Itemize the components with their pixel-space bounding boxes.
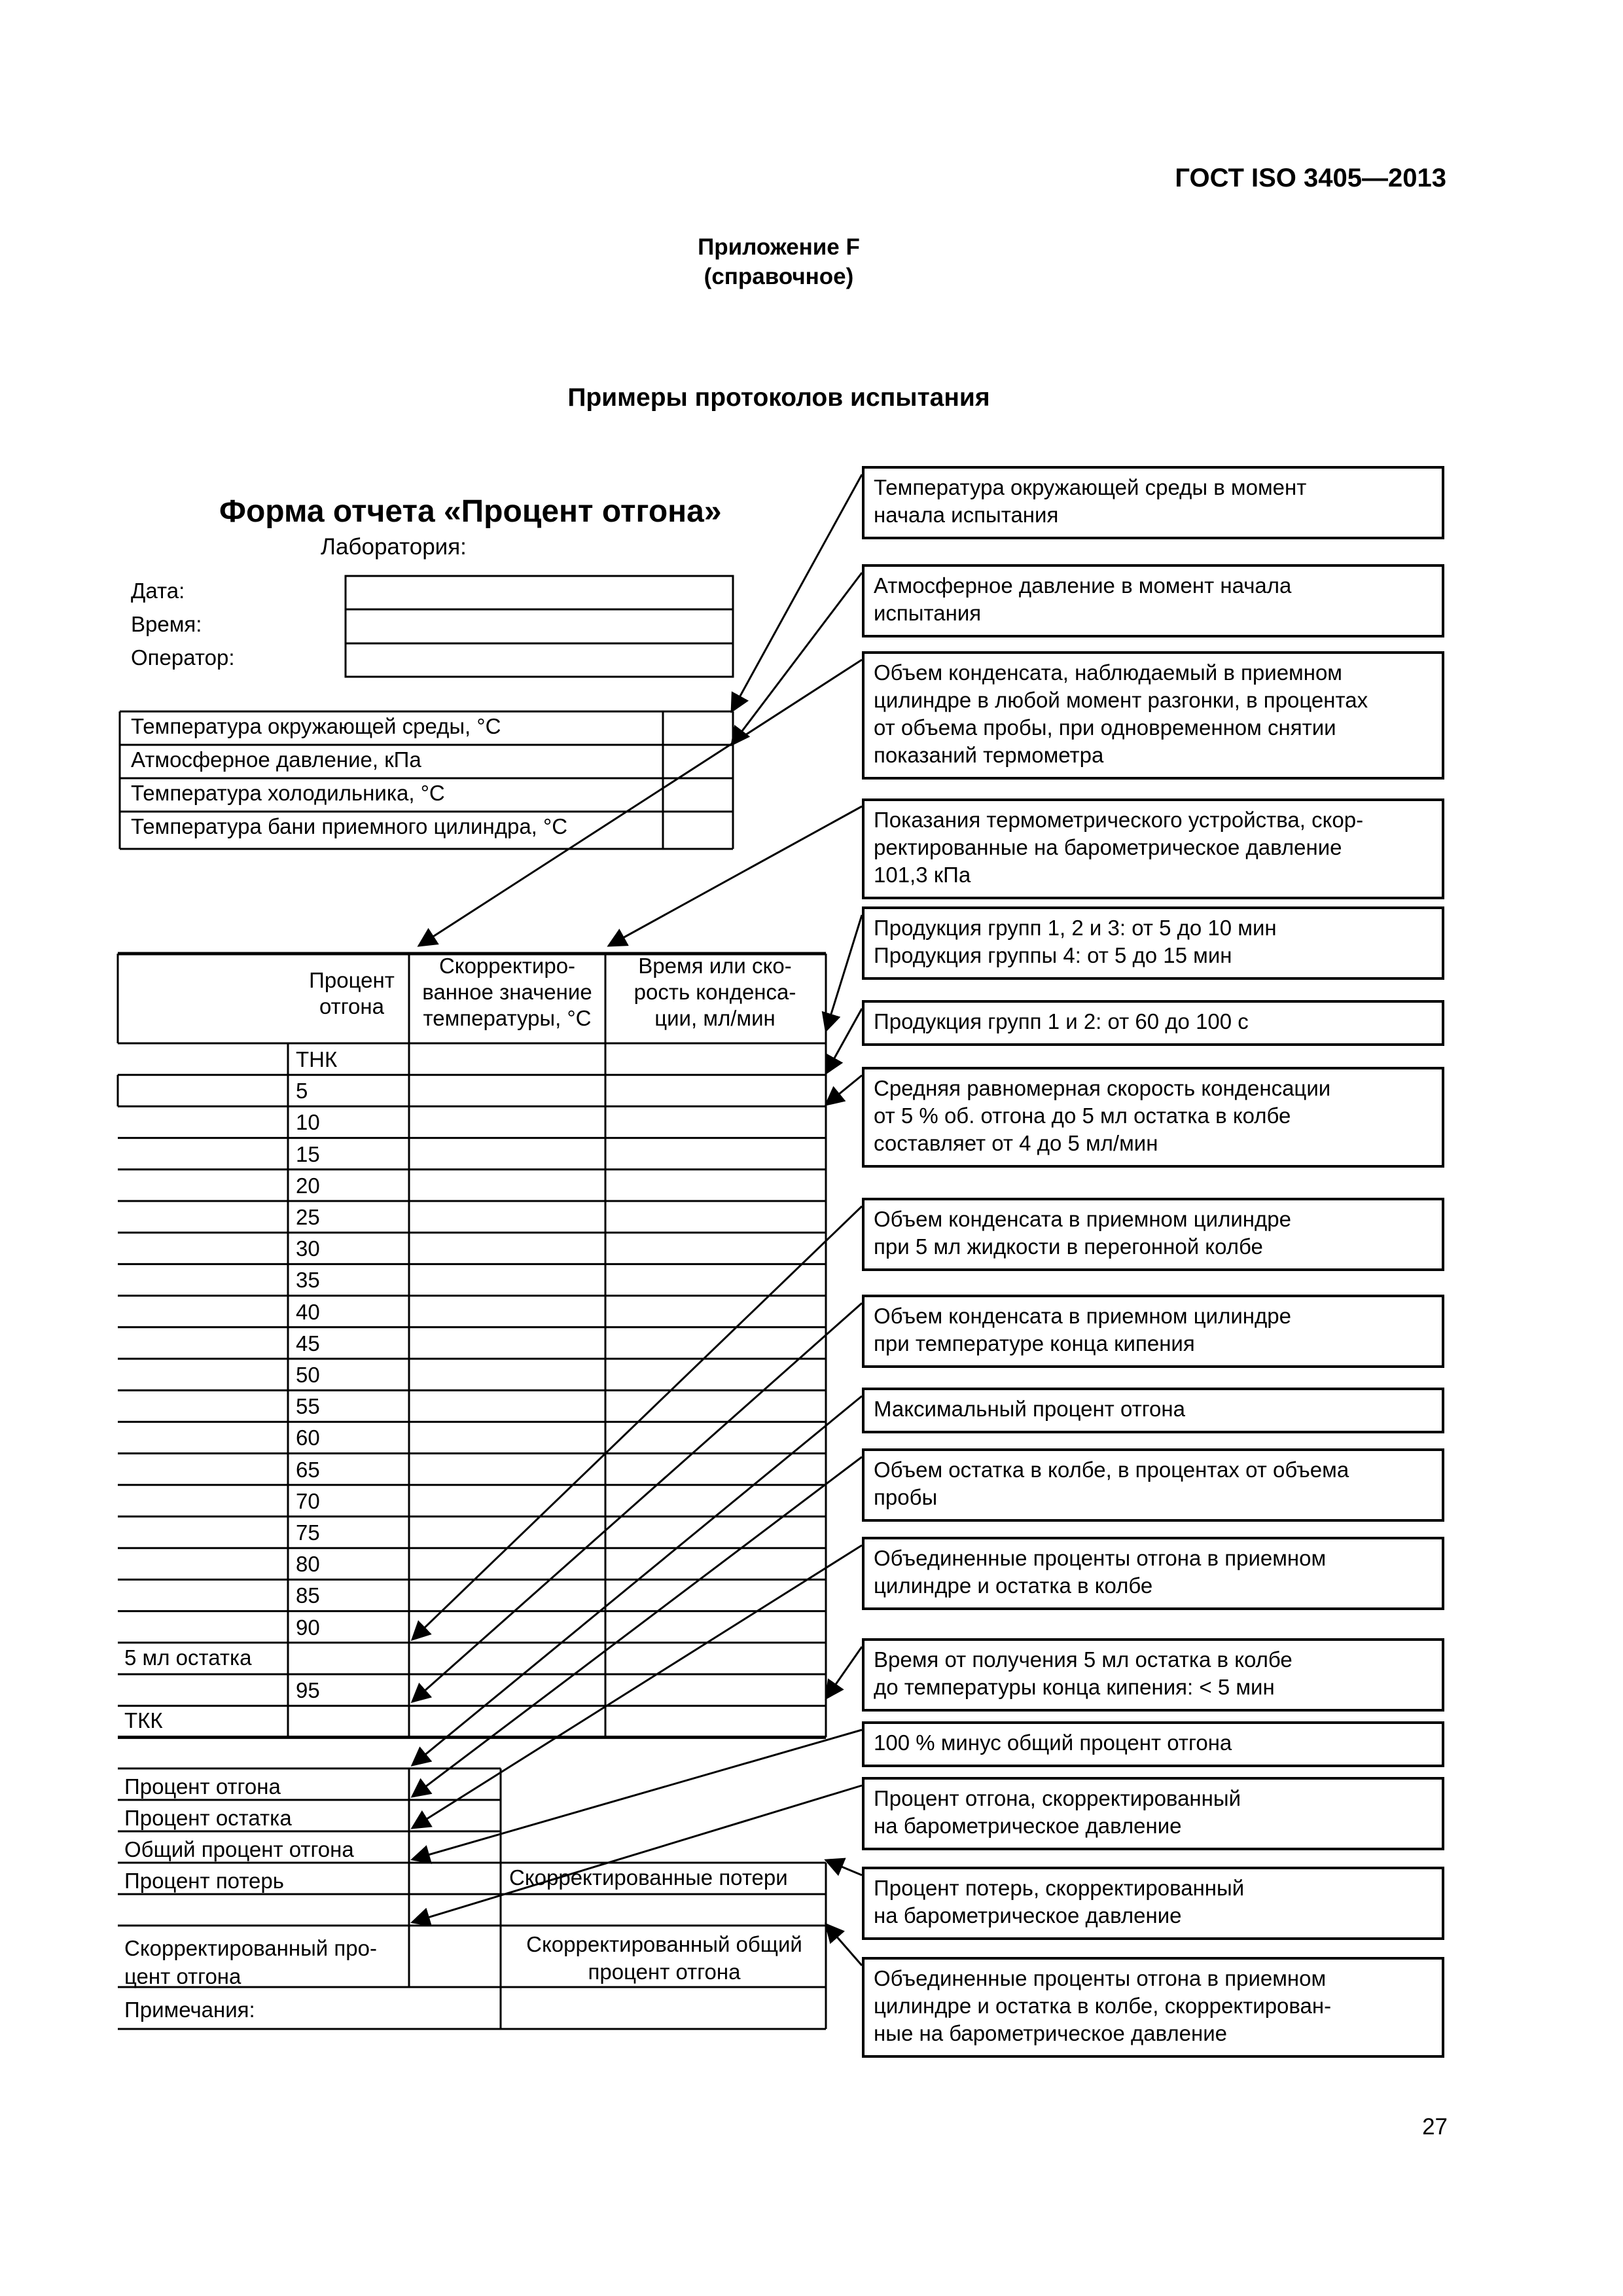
callout-arrow: [732, 475, 862, 711]
callout-text: 101,3 кПа: [874, 863, 971, 887]
callout-text: начала испытания: [874, 503, 1059, 527]
row-percent-label: 85: [296, 1583, 320, 1608]
callout-arrow: [412, 1206, 862, 1640]
total-percent-label: Общий процент отгона: [124, 1837, 354, 1861]
bath-temp-label: Температура бани приемного цилиндра, °C: [131, 814, 568, 838]
callout-text: Время от получения 5 мл остатка в колбе: [874, 1647, 1293, 1672]
callout-text: ректированные на барометрическое давление: [874, 835, 1342, 859]
callout-text: цилиндре и остатка в колбе: [874, 1573, 1153, 1598]
loss-percent-label: Процент потерь: [124, 1869, 284, 1893]
callout-text: Продукция групп 1, 2 и 3: от 5 до 10 мин: [874, 916, 1277, 940]
row-percent-label: 10: [296, 1110, 320, 1135]
notes-label: Примечания:: [124, 1998, 255, 2022]
callout-arrow: [826, 1924, 862, 1965]
ambient-temp-label: Температура окружающей среды, °C: [131, 714, 501, 738]
row-percent-label: 30: [296, 1236, 320, 1261]
row-percent-label: 20: [296, 1173, 320, 1198]
row-percent-label: 95: [296, 1678, 320, 1702]
callout-arrow: [412, 1545, 862, 1828]
callout-arrow: [419, 660, 862, 946]
row-percent-label: 55: [296, 1394, 320, 1419]
callout-arrow: [826, 1009, 862, 1073]
callout-text: ные на барометрическое давление: [874, 2021, 1227, 2045]
form-field-box: [346, 576, 733, 677]
corrected-total-label: Скорректированный общий процент отгона: [526, 1932, 802, 1984]
row-percent-label: 90: [296, 1615, 320, 1640]
callout-text: от объема пробы, при одновременном снятии: [874, 715, 1336, 740]
callout-text: на барометрическое давление: [874, 1814, 1182, 1838]
header-time-rate: Время или ско- рость конденса- ции, мл/мин: [633, 954, 796, 1030]
callout-text: цилиндре и остатка в колбе, скорректирован-: [874, 1994, 1332, 2018]
callout-text: Процент отгона, скорректированный: [874, 1786, 1241, 1810]
tkk-label: ТКК: [124, 1708, 163, 1732]
callout-text: Средняя равномерная скорость конденсации: [874, 1076, 1331, 1100]
standard-designation: ГОСТ ISO 3405—2013: [1175, 164, 1446, 192]
row-percent-label: ТНК: [296, 1047, 338, 1071]
callout-arrow: [412, 1785, 862, 1922]
callout-text: при температуре конца кипения: [874, 1331, 1195, 1355]
callout-text: составляет от 4 до 5 мл/мин: [874, 1131, 1158, 1155]
row-percent-label: 60: [296, 1426, 320, 1450]
callout-text: Объединенные проценты отгона в приемном: [874, 1546, 1327, 1570]
condenser-temp-label: Температура холодильника, °C: [131, 781, 445, 805]
callout-text: испытания: [874, 601, 982, 625]
row-percent-label: 45: [296, 1331, 320, 1355]
callout-text: на барометрическое давление: [874, 1903, 1182, 1928]
row-percent-label: 25: [296, 1205, 320, 1229]
annex-title: Приложение F: [698, 234, 860, 260]
callout-arrow: [412, 1730, 862, 1859]
callout-text: Показания термометрического устройства, скор-: [874, 808, 1364, 832]
callout-text: Продукция групп 1 и 2: от 60 до 100 с: [874, 1009, 1249, 1033]
row-percent-label: 70: [296, 1488, 320, 1513]
form-title: Форма отчета «Процент отгона»: [219, 494, 722, 529]
laboratory-label: Лаборатория:: [321, 534, 467, 560]
callout-text: до температуры конца кипения: < 5 мин: [874, 1675, 1275, 1699]
callout-arrow: [412, 1396, 862, 1765]
callout-text: при 5 мл жидкости в перегонной колбе: [874, 1234, 1263, 1259]
annex-type: (справочное): [704, 264, 854, 289]
callout-arrow: [412, 1457, 862, 1797]
row-percent-label: 40: [296, 1299, 320, 1324]
date-label: Дата:: [131, 579, 185, 603]
operator-label: Оператор:: [131, 645, 235, 670]
callout-arrow: [826, 1647, 862, 1698]
row-percent-label: 15: [296, 1141, 320, 1166]
residue-percent-label: Процент остатка: [124, 1806, 292, 1830]
callout-arrow: [732, 573, 862, 745]
callout-text: Объем конденсата в приемном цилиндре: [874, 1207, 1291, 1231]
callout-arrow: [609, 806, 862, 946]
corrected-distillate-label: Скорректированный про-: [124, 1936, 377, 1960]
callout-text: пробы: [874, 1485, 938, 1509]
callout-text: показаний термометра: [874, 743, 1104, 767]
corrected-distillate-label-2: цент отгона: [124, 1964, 241, 1988]
header-percent: Процент отгона: [309, 968, 395, 1018]
callout-text: Объем конденсата, наблюдаемый в приемном: [874, 660, 1342, 685]
time-label: Время:: [131, 612, 202, 636]
row-percent-label: 80: [296, 1552, 320, 1577]
residue-5ml-label: 5 мл остатка: [124, 1645, 252, 1670]
callout-text: 100 % минус общий процент отгона: [874, 1731, 1232, 1755]
callout-text: Объем остатка в колбе, в процентах от объема: [874, 1458, 1349, 1482]
callout-text: Объединенные проценты отгона в приемном: [874, 1966, 1327, 1990]
callout-text: Процент потерь, скорректированный: [874, 1876, 1245, 1900]
callout-text: Объем конденсата в приемном цилиндре: [874, 1304, 1291, 1328]
callout-text: Температура окружающей среды в момент: [874, 475, 1307, 499]
row-percent-label: 65: [296, 1457, 320, 1482]
row-percent-label: 75: [296, 1520, 320, 1545]
header-corrected-temp: Скорректиро- ванное значение температуры, °C: [422, 954, 592, 1030]
page-number: 27: [1422, 2114, 1448, 2140]
section-title: Примеры протоколов испытания: [567, 384, 990, 412]
row-percent-label: 50: [296, 1363, 320, 1387]
callout-text: Продукция группы 4: от 5 до 15 мин: [874, 943, 1232, 967]
callout-text: Атмосферное давление в момент начала: [874, 573, 1292, 598]
corrected-loss-label: Скорректированные потери: [509, 1865, 788, 1890]
pressure-label: Атмосферное давление, кПа: [131, 747, 421, 772]
distillate-percent-label: Процент отгона: [124, 1774, 281, 1799]
callout-arrow: [826, 1860, 862, 1875]
callout-arrow: [826, 1075, 862, 1105]
callout-text: Максимальный процент отгона: [874, 1397, 1185, 1421]
row-percent-label: 35: [296, 1268, 320, 1293]
callout-text: от 5 % об. отгона до 5 мл остатка в колбе: [874, 1103, 1291, 1128]
callout-text: цилиндре в любой момент разгонки, в процентах: [874, 688, 1368, 712]
callout-arrow: [826, 915, 862, 1031]
row-percent-label: 5: [296, 1079, 308, 1103]
